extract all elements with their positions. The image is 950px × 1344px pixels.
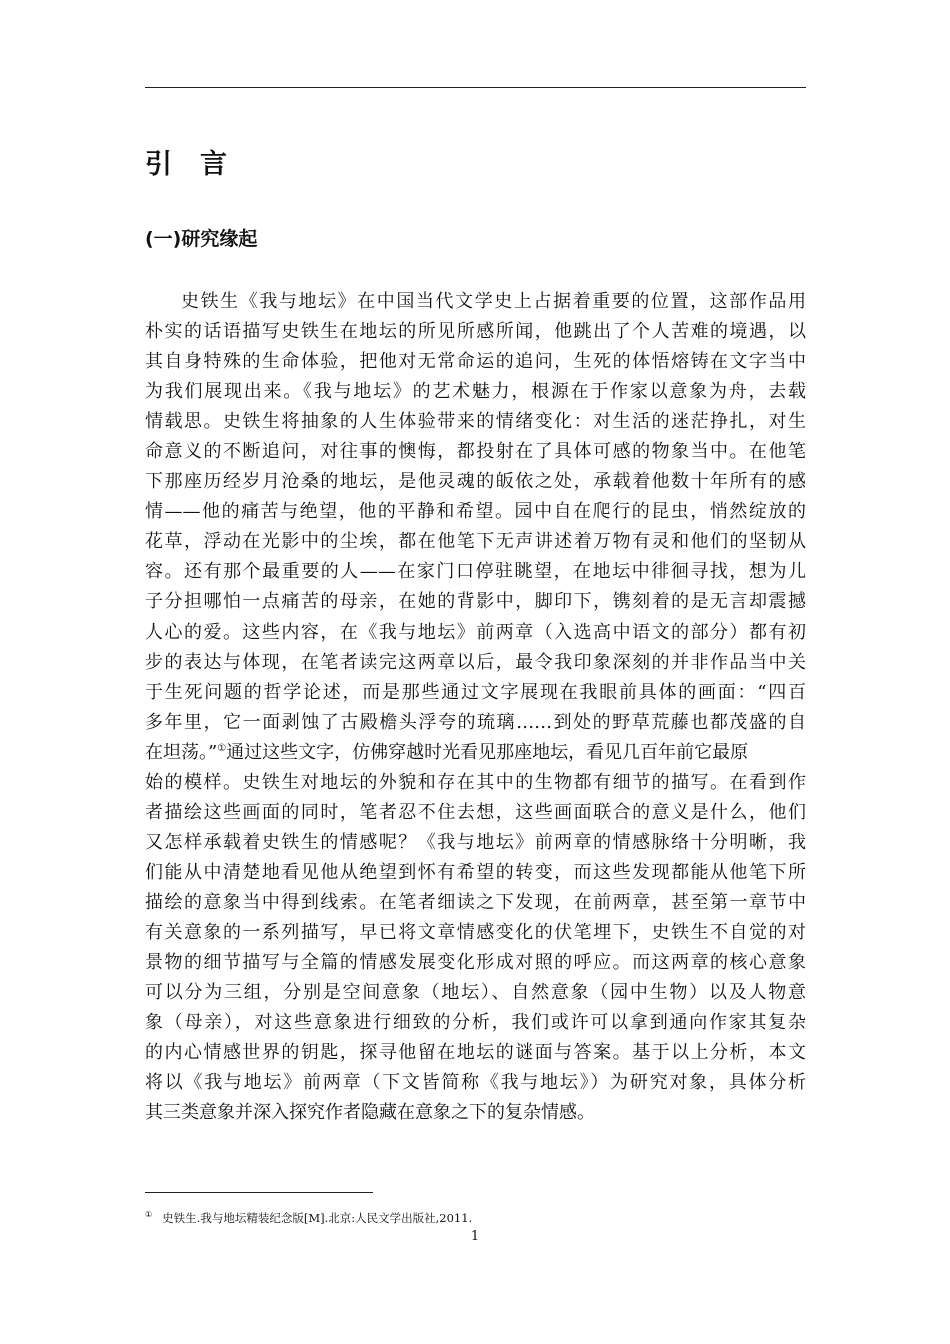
body-line: 其自身特殊的生命体验，把他对无常命运的追问，生死的体悟熔铸在文字当中 xyxy=(145,351,806,373)
body-line: 象（母亲），对这些意象进行细致的分析，我们或许可以拿到通向作家其复杂 xyxy=(145,1012,806,1034)
body-line: 步的表达与体现，在笔者读完这两章以后，最令我印象深刻的并非作品当中关 xyxy=(145,651,806,673)
body-line: 景物的细节描写与全篇的情感发展变化形成对照的呼应。而这两章的核心意象 xyxy=(145,952,806,974)
body-line: 可以分为三组，分别是空间意象（地坛）、自然意象（园中生物）以及人物意 xyxy=(145,982,806,1004)
section-title: (一)研究缘起 xyxy=(145,228,258,250)
header-rule xyxy=(145,87,806,88)
body-line: 人心的爱。这些内容，在《我与地坛》前两章（入选高中语文的部分）都有初 xyxy=(145,621,806,643)
chapter-title: 引言 xyxy=(145,149,255,180)
body-line: 情载思。史铁生将抽象的人生体验带来的情绪变化：对生活的迷茫挣扎，对生 xyxy=(145,411,806,433)
body-line: 多年里，它一面剥蚀了古殿檐头浮夸的琉璃……到处的野草荒藤也都茂盛的自 xyxy=(145,711,806,733)
body-line: 又怎样承载着史铁生的情感呢？《我与地坛》前两章的情感脉络十分明晰，我 xyxy=(145,831,806,853)
footnote-marker: ① xyxy=(145,1210,153,1219)
body-line: 朴实的话语描写史铁生在地坛的所见所感所闻，他跳出了个人苦难的境遇，以 xyxy=(145,321,806,343)
quote-end: 在坦荡。” xyxy=(145,741,218,763)
body-line: 有关意象的一系列描写，早已将文章情感变化的伏笔埋下，史铁生不自觉的对 xyxy=(145,921,806,943)
body-line: 其三类意象并深入探究作者隐藏在意象之下的复杂情感。 xyxy=(145,1102,595,1124)
body-line: 的内心情感世界的钥匙，探寻他留在地坛的谜面与答案。基于以上分析，本文 xyxy=(145,1042,806,1064)
body-line: 始的模样。史铁生对地坛的外貌和存在其中的生物都有细节的描写。在看到作 xyxy=(145,771,806,793)
body-line: 将以《我与地坛》前两章（下文皆简称《我与地坛》）为研究对象，具体分析 xyxy=(145,1072,806,1094)
body-line: 史铁生《我与地坛》在中国当代文学史上占据着重要的位置，这部作品用 xyxy=(181,291,806,312)
body-paragraph xyxy=(145,287,806,1128)
body-line: 下那座历经岁月沧桑的地坛，是他灵魂的皈依之处，承载着他数十年所有的感 xyxy=(145,471,806,493)
body-line: 子分担哪怕一点痛苦的母亲，在她的背影中，脚印下，镌刻着的是无言却震撼 xyxy=(145,591,806,613)
footnote-reference[interactable]: ① xyxy=(217,742,227,754)
footnote-rule xyxy=(145,1192,373,1193)
footnote xyxy=(145,1206,472,1227)
body-line: 情——他的痛苦与绝望，他的平静和希望。园中自在爬行的昆虫，悄然绽放的 xyxy=(145,501,806,523)
page-number: 1 xyxy=(470,1229,480,1244)
body-line: 描绘的意象当中得到线索。在笔者细读之下发现，在前两章，甚至第一章节中 xyxy=(145,891,806,913)
body-line: 于生死问题的哲学论述，而是那些通过文字展现在我眼前具体的画面：“四百 xyxy=(145,681,806,703)
body-line: 命意义的不断追问，对往事的懊悔，都投射在了具体可感的物象当中。在他笔 xyxy=(145,441,806,463)
footnote-text: 史铁生.我与地坛精装纪念版[M].北京:人民文学出版社,2011. xyxy=(162,1210,473,1225)
quote-continuation: 通过这些文字，仿佛穿越时光看见那座地坛，看见几百年前它最原 xyxy=(226,741,749,763)
body-line: 们能从中清楚地看见他从绝望到怀有希望的转变，而这些发现都能从他笔下所 xyxy=(145,861,806,883)
body-line: 花草，浮动在光影中的尘埃，都在他笔下无声讲述着万物有灵和他们的坚韧从 xyxy=(145,531,806,553)
body-line: 容。还有那个最重要的人——在家门口停驻眺望，在地坛中徘徊寻找，想为儿 xyxy=(145,561,806,583)
body-line-with-footnote-ref xyxy=(145,738,806,768)
body-line: 者描绘这些画面的同时，笔者忍不住去想，这些画面联合的意义是什么，他们 xyxy=(145,801,806,823)
body-line: 为我们展现出来。《我与地坛》的艺术魅力，根源在于作家以意象为舟，去载 xyxy=(145,381,806,403)
